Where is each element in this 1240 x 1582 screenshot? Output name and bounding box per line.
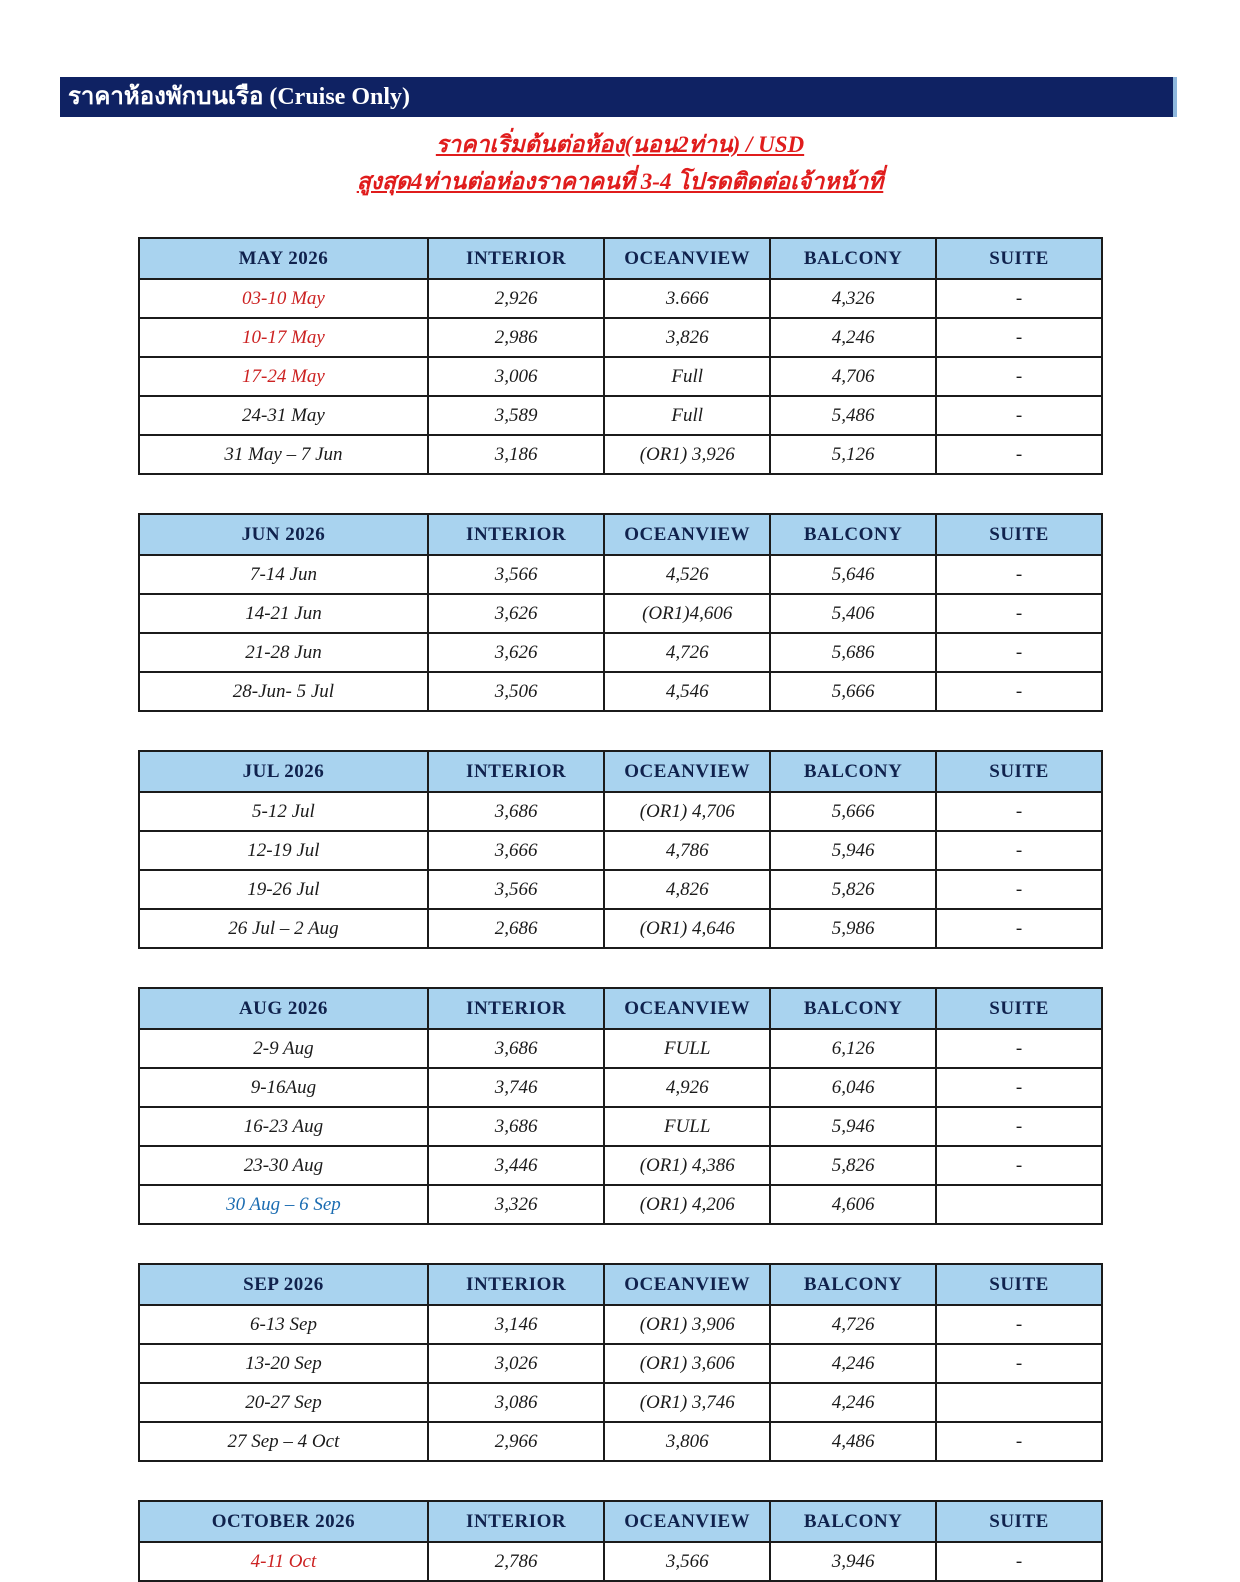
price-cell-interior: 3,566 — [428, 870, 604, 909]
price-cell-oceanview: Full — [604, 357, 770, 396]
table-row — [139, 1383, 1102, 1422]
date-cell: 9-16Aug — [139, 1068, 428, 1107]
column-header-balcony: BALCONY — [770, 1264, 936, 1305]
price-cell-suite: - — [936, 1029, 1102, 1068]
price-cell-suite: - — [936, 1068, 1102, 1107]
column-header-oceanview: OCEANVIEW — [604, 751, 770, 792]
price-cell-oceanview: (OR1) 3,906 — [604, 1305, 770, 1344]
price-cell-oceanview: 4,826 — [604, 870, 770, 909]
price-cell-balcony: 5,666 — [770, 672, 936, 711]
price-cell-balcony: 5,946 — [770, 1107, 936, 1146]
price-cell-oceanview: 3.666 — [604, 279, 770, 318]
price-cell-oceanview: 4,546 — [604, 672, 770, 711]
date-cell: 16-23 Aug — [139, 1107, 428, 1146]
price-cell-oceanview: (OR1) 4,706 — [604, 792, 770, 831]
price-cell-balcony: 3,946 — [770, 1542, 936, 1581]
price-cell-oceanview: FULL — [604, 1107, 770, 1146]
title-bar — [60, 77, 1177, 117]
date-cell: 30 Aug – 6 Sep — [139, 1185, 428, 1224]
price-cell-oceanview: (OR1) 3,926 — [604, 435, 770, 474]
price-cell-balcony: 5,486 — [770, 396, 936, 435]
price-cell-interior: 3,186 — [428, 435, 604, 474]
column-header-interior: INTERIOR — [428, 988, 604, 1029]
price-cell-suite: - — [936, 792, 1102, 831]
price-cell-suite — [936, 1383, 1102, 1422]
table-row — [139, 318, 1102, 357]
price-cell-suite: - — [936, 1107, 1102, 1146]
date-cell: 13-20 Sep — [139, 1344, 428, 1383]
price-cell-suite: - — [936, 555, 1102, 594]
date-cell: 23-30 Aug — [139, 1146, 428, 1185]
table-row — [139, 1422, 1102, 1461]
table-row — [139, 594, 1102, 633]
price-cell-interior: 2,926 — [428, 279, 604, 318]
price-table-october-2026 — [138, 1500, 1103, 1582]
column-header-oceanview: OCEANVIEW — [604, 988, 770, 1029]
table-row — [139, 909, 1102, 948]
column-header-balcony: BALCONY — [770, 1501, 936, 1542]
date-cell: 26 Jul – 2 Aug — [139, 909, 428, 948]
page-title: ราคาห้องพักบนเรือ (Cruise Only) — [68, 84, 411, 110]
price-cell-interior: 3,506 — [428, 672, 604, 711]
price-cell-oceanview: (OR1)4,606 — [604, 594, 770, 633]
price-cell-interior: 3,446 — [428, 1146, 604, 1185]
column-header-balcony: BALCONY — [770, 988, 936, 1029]
table-row — [139, 1344, 1102, 1383]
date-cell: 31 May – 7 Jun — [139, 435, 428, 474]
column-header-oceanview: OCEANVIEW — [604, 514, 770, 555]
date-cell: 7-14 Jun — [139, 555, 428, 594]
column-header-balcony: BALCONY — [770, 238, 936, 279]
price-cell-interior: 3,626 — [428, 633, 604, 672]
price-cell-suite: - — [936, 1146, 1102, 1185]
table-row — [139, 633, 1102, 672]
table-row — [139, 1107, 1102, 1146]
month-header: MAY 2026 — [139, 238, 428, 279]
price-cell-suite: - — [936, 396, 1102, 435]
table-row — [139, 555, 1102, 594]
price-cell-balcony: 5,126 — [770, 435, 936, 474]
price-cell-oceanview: FULL — [604, 1029, 770, 1068]
date-cell: 17-24 May — [139, 357, 428, 396]
table-row — [139, 870, 1102, 909]
column-header-interior: INTERIOR — [428, 238, 604, 279]
price-cell-oceanview: (OR1) 4,206 — [604, 1185, 770, 1224]
price-cell-interior: 3,026 — [428, 1344, 604, 1383]
table-row — [139, 1029, 1102, 1068]
date-cell: 24-31 May — [139, 396, 428, 435]
date-cell: 4-11 Oct — [139, 1542, 428, 1581]
table-row — [139, 279, 1102, 318]
price-cell-oceanview: 3,566 — [604, 1542, 770, 1581]
column-header-interior: INTERIOR — [428, 1264, 604, 1305]
price-table-jun-2026 — [138, 513, 1103, 712]
column-header-suite: SUITE — [936, 238, 1102, 279]
table-row — [139, 1305, 1102, 1344]
table-row — [139, 672, 1102, 711]
price-cell-suite: - — [936, 909, 1102, 948]
date-cell: 14-21 Jun — [139, 594, 428, 633]
price-cell-suite: - — [936, 870, 1102, 909]
date-cell: 03-10 May — [139, 279, 428, 318]
price-table-sep-2026 — [138, 1263, 1103, 1462]
table-row — [139, 396, 1102, 435]
price-cell-balcony: 5,826 — [770, 870, 936, 909]
price-cell-oceanview: 3,806 — [604, 1422, 770, 1461]
table-row — [139, 357, 1102, 396]
price-cell-balcony: 4,246 — [770, 1344, 936, 1383]
price-cell-interior: 3,666 — [428, 831, 604, 870]
price-cell-oceanview: (OR1) 3,606 — [604, 1344, 770, 1383]
price-cell-balcony: 4,246 — [770, 1383, 936, 1422]
price-cell-balcony: 5,666 — [770, 792, 936, 831]
date-cell: 20-27 Sep — [139, 1383, 428, 1422]
price-cell-suite: - — [936, 633, 1102, 672]
column-header-balcony: BALCONY — [770, 514, 936, 555]
price-cell-oceanview: (OR1) 4,386 — [604, 1146, 770, 1185]
price-cell-balcony: 5,946 — [770, 831, 936, 870]
price-cell-suite: - — [936, 1344, 1102, 1383]
table-row — [139, 1068, 1102, 1107]
date-cell: 12-19 Jul — [139, 831, 428, 870]
table-header-row — [139, 514, 1102, 555]
table-row — [139, 1185, 1102, 1224]
column-header-balcony: BALCONY — [770, 751, 936, 792]
price-cell-interior: 3,626 — [428, 594, 604, 633]
column-header-interior: INTERIOR — [428, 751, 604, 792]
month-header: JUN 2026 — [139, 514, 428, 555]
price-table-jul-2026 — [138, 750, 1103, 949]
price-cell-interior: 2,986 — [428, 318, 604, 357]
price-cell-interior: 2,786 — [428, 1542, 604, 1581]
price-cell-balcony: 4,326 — [770, 279, 936, 318]
price-cell-oceanview: 4,926 — [604, 1068, 770, 1107]
price-cell-suite: - — [936, 594, 1102, 633]
price-cell-interior: 3,686 — [428, 1107, 604, 1146]
date-cell: 27 Sep – 4 Oct — [139, 1422, 428, 1461]
price-cell-balcony: 6,046 — [770, 1068, 936, 1107]
price-cell-balcony: 4,606 — [770, 1185, 936, 1224]
price-cell-balcony: 4,726 — [770, 1305, 936, 1344]
month-header: OCTOBER 2026 — [139, 1501, 428, 1542]
price-cell-interior: 3,566 — [428, 555, 604, 594]
price-cell-balcony: 5,686 — [770, 633, 936, 672]
table-header-row — [139, 751, 1102, 792]
price-cell-suite: - — [936, 831, 1102, 870]
price-cell-suite: - — [936, 1542, 1102, 1581]
column-header-oceanview: OCEANVIEW — [604, 238, 770, 279]
table-row — [139, 1146, 1102, 1185]
date-cell: 2-9 Aug — [139, 1029, 428, 1068]
price-cell-interior: 2,966 — [428, 1422, 604, 1461]
pricing-tables — [138, 199, 1103, 1582]
column-header-oceanview: OCEANVIEW — [604, 1264, 770, 1305]
price-cell-oceanview: 4,726 — [604, 633, 770, 672]
table-row — [139, 1542, 1102, 1581]
price-cell-balcony: 4,706 — [770, 357, 936, 396]
date-cell: 19-26 Jul — [139, 870, 428, 909]
date-cell: 5-12 Jul — [139, 792, 428, 831]
price-cell-suite: - — [936, 279, 1102, 318]
date-cell: 28-Jun- 5 Jul — [139, 672, 428, 711]
price-cell-suite: - — [936, 435, 1102, 474]
price-cell-interior: 3,686 — [428, 792, 604, 831]
column-header-suite: SUITE — [936, 1264, 1102, 1305]
price-cell-suite: - — [936, 1422, 1102, 1461]
price-cell-balcony: 5,986 — [770, 909, 936, 948]
table-header-row — [139, 1264, 1102, 1305]
table-header-row — [139, 238, 1102, 279]
price-cell-interior: 3,006 — [428, 357, 604, 396]
price-cell-interior: 3,086 — [428, 1383, 604, 1422]
price-cell-oceanview: (OR1) 4,646 — [604, 909, 770, 948]
table-row — [139, 435, 1102, 474]
price-cell-suite: - — [936, 357, 1102, 396]
price-cell-oceanview: 4,526 — [604, 555, 770, 594]
price-cell-interior: 3,746 — [428, 1068, 604, 1107]
price-cell-balcony: 4,246 — [770, 318, 936, 357]
price-cell-interior: 3,686 — [428, 1029, 604, 1068]
date-cell: 21-28 Jun — [139, 633, 428, 672]
price-cell-oceanview: Full — [604, 396, 770, 435]
date-cell: 10-17 May — [139, 318, 428, 357]
price-cell-balcony: 5,826 — [770, 1146, 936, 1185]
table-row — [139, 831, 1102, 870]
subtitle-block — [0, 126, 1240, 200]
date-cell: 6-13 Sep — [139, 1305, 428, 1344]
price-cell-oceanview: 3,826 — [604, 318, 770, 357]
price-cell-interior: 2,686 — [428, 909, 604, 948]
price-cell-interior: 3,146 — [428, 1305, 604, 1344]
price-cell-oceanview: (OR1) 3,746 — [604, 1383, 770, 1422]
price-cell-oceanview: 4,786 — [604, 831, 770, 870]
month-header: AUG 2026 — [139, 988, 428, 1029]
table-header-row — [139, 988, 1102, 1029]
subtitle-line-1: ราคาเริ่มต้นต่อห้อง(นอน2ท่าน) / USD — [435, 132, 805, 157]
column-header-interior: INTERIOR — [428, 514, 604, 555]
price-cell-suite: - — [936, 1305, 1102, 1344]
price-cell-balcony: 4,486 — [770, 1422, 936, 1461]
column-header-suite: SUITE — [936, 514, 1102, 555]
table-header-row — [139, 1501, 1102, 1542]
month-header: JUL 2026 — [139, 751, 428, 792]
column-header-interior: INTERIOR — [428, 1501, 604, 1542]
price-cell-balcony: 5,406 — [770, 594, 936, 633]
column-header-suite: SUITE — [936, 751, 1102, 792]
subtitle-line-2: สูงสุด4ท่านต่อห่องราคาคนที่ 3-4 โปรดติดต่อเจ้าหน้าที่ — [356, 169, 884, 194]
price-cell-interior: 3,326 — [428, 1185, 604, 1224]
month-header: SEP 2026 — [139, 1264, 428, 1305]
price-table-aug-2026 — [138, 987, 1103, 1225]
price-cell-interior: 3,589 — [428, 396, 604, 435]
column-header-suite: SUITE — [936, 1501, 1102, 1542]
column-header-oceanview: OCEANVIEW — [604, 1501, 770, 1542]
price-cell-balcony: 6,126 — [770, 1029, 936, 1068]
price-cell-suite: - — [936, 672, 1102, 711]
price-cell-balcony: 5,646 — [770, 555, 936, 594]
price-table-may-2026 — [138, 237, 1103, 475]
column-header-suite: SUITE — [936, 988, 1102, 1029]
price-cell-suite — [936, 1185, 1102, 1224]
price-cell-suite: - — [936, 318, 1102, 357]
table-row — [139, 792, 1102, 831]
